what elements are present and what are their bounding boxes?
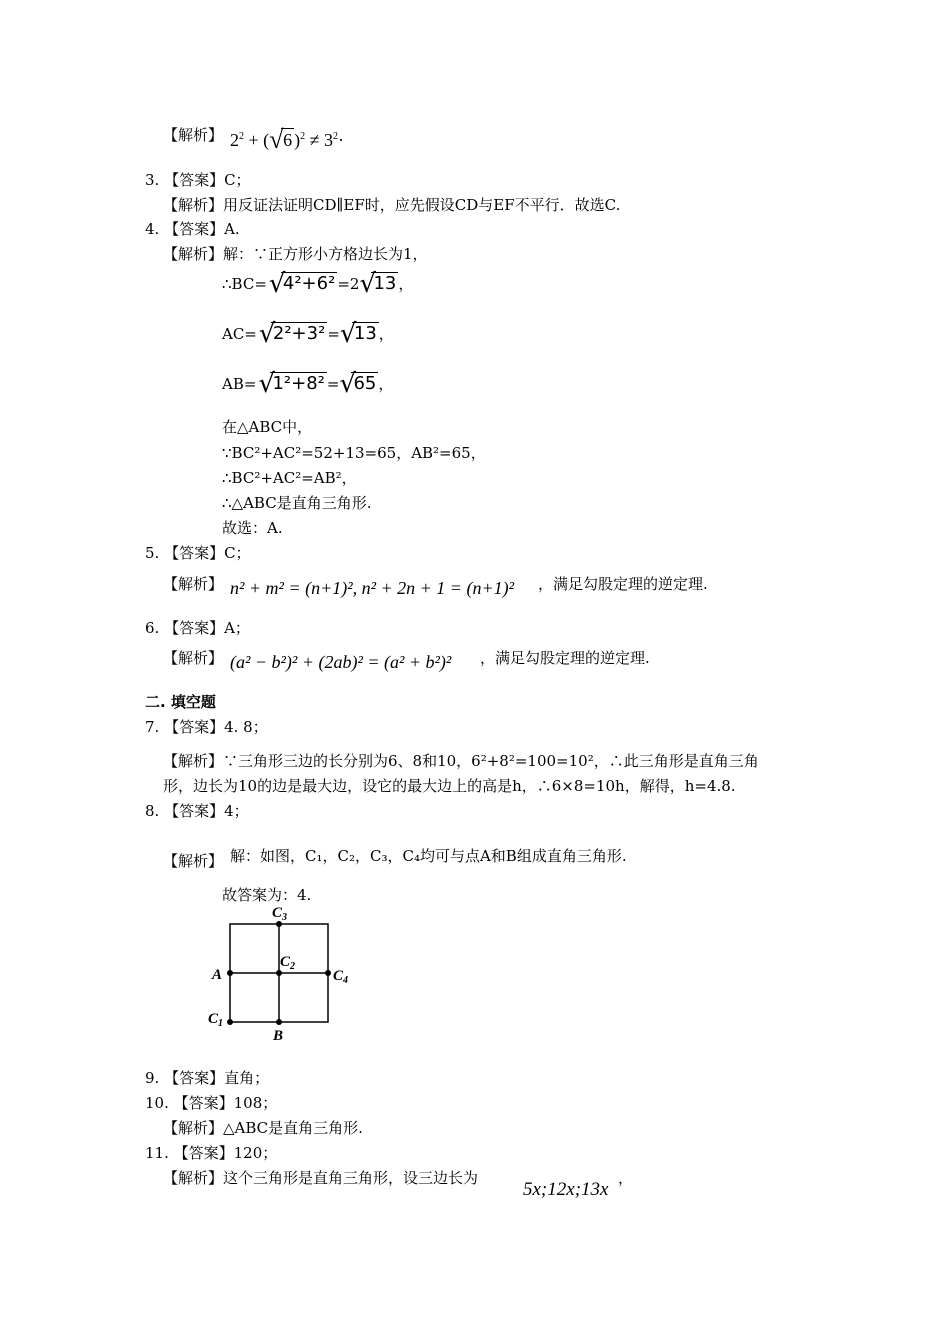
analysis-4-line: 故选：A. (222, 519, 283, 537)
section-heading: 二. 填空题 (145, 693, 216, 711)
analysis-10: 【解析】△ABC是直角三角形. (163, 1119, 363, 1137)
analysis-tag-5: 【解析】 (163, 575, 224, 593)
label-c2: $C_2$ (280, 954, 296, 972)
analysis-11-end: ， (618, 1169, 634, 1187)
label-a: A (212, 967, 223, 983)
point-c1 (227, 1019, 233, 1025)
formula-1: $2^2$ + ( √ 6 )$^2 \ne 3^2\cdot$ (230, 125, 345, 154)
analysis-4-line: ∵BC²+AC²=52+13=65，AB²=65， (222, 444, 486, 462)
answer-8-conclusion: 故答案为：4. (222, 886, 312, 904)
analysis-tag-1: 【解析】 (163, 126, 224, 144)
analysis-4-line: ∴BC²+AC²=AB²， (222, 469, 357, 487)
analysis-5-text: ，满足勾股定理的逆定理. (538, 575, 708, 593)
answer-3: 3. 【答案】C； (145, 171, 251, 189)
formula-5: n² + m² = (n+1)², n² + 2n + 1 = (n+1)² (230, 578, 514, 598)
answer-6: 6. 【答案】A； (145, 619, 250, 637)
analysis-3: 【解析】用反证法证明CD∥EF时，应先假设CD与EF不平行．故选C. (163, 196, 621, 214)
label-c4: $C_4$ (333, 968, 349, 986)
point-c4 (325, 970, 331, 976)
analysis-6-text: ，满足勾股定理的逆定理. (480, 649, 650, 667)
analysis-4-intro: 【解析】解：∵正方形小方格边长为1， (163, 245, 428, 263)
answer-11: 11. 【答案】120； (145, 1144, 278, 1162)
analysis-8-text: 解：如图，C₁，C₂，C₃，C₄均可与点A和B组成直角三角形. (230, 847, 627, 865)
label-b: B (273, 1028, 284, 1044)
grid-figure (200, 900, 370, 1045)
analysis-4-line: ∴△ABC是直角三角形. (222, 494, 372, 512)
analysis-tag-8: 【解析】 (163, 852, 224, 870)
answer-9: 9. 【答案】直角； (145, 1069, 270, 1087)
bc-formula: ∴BC= √ 4²+6² =2 √ 13 ， (222, 269, 414, 299)
label-c3: $C_3$ (272, 905, 288, 923)
analysis-7-line1: 【解析】∵三角形三边的长分别为6、8和10，6²+8²=100=10²，∴此三角形是直角三角 (163, 752, 759, 770)
analysis-4-line: 在△ABC中， (222, 418, 313, 436)
label-c1: $C_1$ (208, 1011, 224, 1029)
ac-formula: AC= √ 2²+3² = √ 13 ， (222, 319, 394, 349)
answer-5: 5. 【答案】C； (145, 544, 251, 562)
point-c2 (276, 970, 282, 976)
formula-11: 5x;12x;13x (523, 1179, 609, 1200)
point-a (227, 970, 233, 976)
answer-7: 7. 【答案】4. 8； (145, 718, 268, 736)
answer-10: 10. 【答案】108； (145, 1094, 278, 1112)
answer-4: 4. 【答案】A. (145, 220, 240, 238)
analysis-11-text: 【解析】这个三角形是直角三角形，设三边长为 (163, 1169, 479, 1187)
answer-8: 8. 【答案】4； (145, 802, 249, 820)
point-b (276, 1019, 282, 1025)
analysis-tag-6: 【解析】 (163, 649, 224, 667)
ab-formula: AB= √ 1²+8² = √ 65 ， (222, 369, 394, 399)
analysis-7-line2: 形，边长为10的边是最大边，设它的最大边上的高是h，∴6×8=10h，解得，h=4.8. (163, 777, 736, 795)
formula-6: (a² − b²)² + (2ab)² = (a² + b²)² (230, 652, 452, 672)
